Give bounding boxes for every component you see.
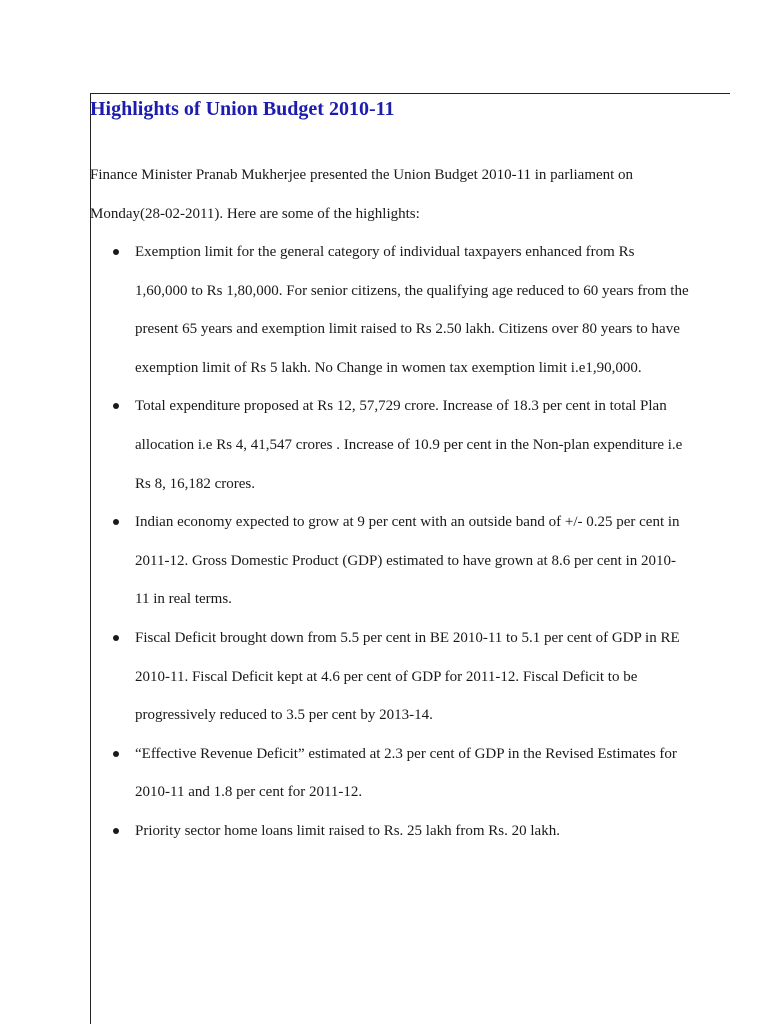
list-item bbox=[90, 619, 690, 735]
bullet-icon bbox=[113, 828, 119, 834]
bullet-icon bbox=[113, 635, 119, 641]
list-item bbox=[90, 387, 690, 503]
list-item-text: Total expenditure proposed at Rs 12, 57,729 crore. Increase of 18.3 per cent in total Plan allocation i.e Rs 4, 41,547 crores . Increase of 10.9 per cent in the Non-plan expenditure i.e Rs 8, 16,182 crores. bbox=[135, 398, 683, 492]
list-item bbox=[90, 735, 690, 812]
page-border-top bbox=[90, 93, 730, 94]
bullet-icon bbox=[113, 249, 119, 255]
list-item-text: “Effective Revenue Deficit” estimated at 2.3 per cent of GDP in the Revised Estimates for 2010-11 and 1.8 per cent for 2011-12. bbox=[135, 745, 677, 801]
list-item-text: Exemption limit for the general category of individual taxpayers enhanced from Rs 1,60,000 to Rs 1,80,000. For senior citizens, the qualifying age reduced to 60 years from the present 65 years and exemption limit raised to Rs 2.50 lakh. Citizens over 80 years to have exemption limit of Rs 5 lakh. No Change in women tax exemption limit i.e1,90,000. bbox=[135, 244, 689, 376]
highlights-list bbox=[90, 233, 690, 851]
bullet-icon bbox=[113, 751, 119, 757]
list-item-text: Priority sector home loans limit raised to Rs. 25 lakh from Rs. 20 lakh. bbox=[135, 822, 560, 839]
bullet-icon bbox=[113, 403, 119, 409]
list-item-text: Indian economy expected to grow at 9 per cent with an outside band of +/- 0.25 per cent in 2011-12. Gross Domestic Product (GDP) estimated to have grown at 8.6 per cent in 2010-11 in real terms. bbox=[135, 514, 680, 608]
list-item bbox=[90, 233, 690, 387]
list-item bbox=[90, 503, 690, 619]
intro-paragraph: Finance Minister Pranab Mukherjee presented the Union Budget 2010-11 in parliament on Monday(28-02-2011). Here are some of the highlights: bbox=[90, 167, 634, 222]
list-item bbox=[90, 812, 690, 851]
document-title: Highlights of Union Budget 2010-11 bbox=[90, 98, 395, 120]
list-item-text: Fiscal Deficit brought down from 5.5 per cent in BE 2010-11 to 5.1 per cent of GDP in RE 2010-11. Fiscal Deficit kept at 4.6 per cent of GDP for 2011-12. Fiscal Deficit to be progressively reduced to 3.5 per cent by 2013-14. bbox=[135, 629, 680, 724]
bullet-icon bbox=[113, 519, 119, 525]
